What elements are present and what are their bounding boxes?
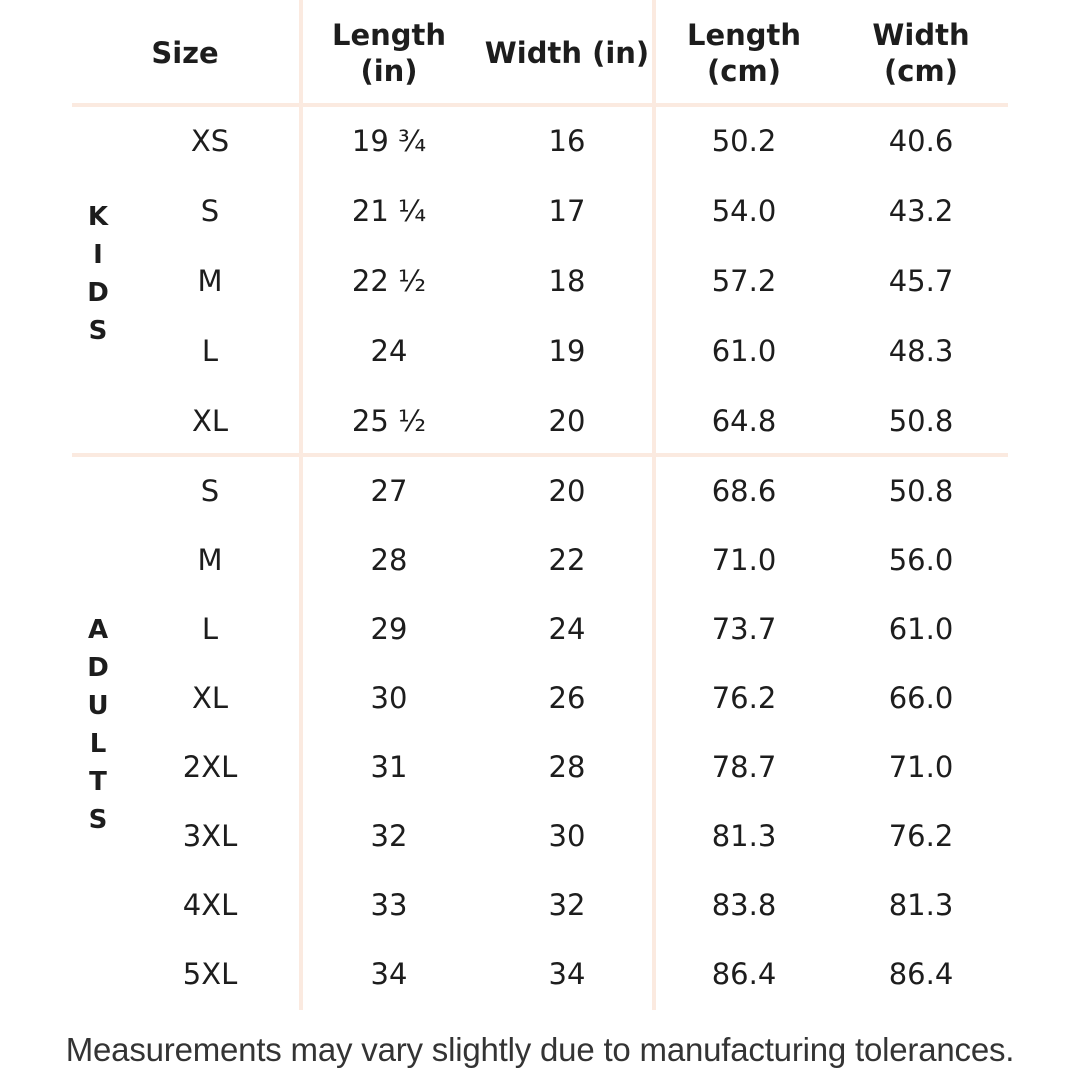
width-in-cell: 20 [548,473,586,508]
size-cell: S [200,473,220,508]
width-in-cell: 20 [548,404,586,438]
size-cell: XL [191,404,229,438]
width-cm-cell: 86.4 [888,956,954,991]
width-cm-cell: 50.8 [888,473,954,508]
length-in-cell: 21 ¼ [351,194,427,228]
table-row [0,246,1010,316]
length-in-cell: 32 [370,818,408,853]
table-row [0,176,1010,246]
header-length-in: Length (in) [331,18,447,88]
size-cell: XL [191,680,229,715]
size-cell: M [197,264,223,298]
length-cm-cell: 83.8 [711,887,777,922]
group-label-adults: ADULTS [83,614,113,843]
length-in-cell: 31 [370,749,408,784]
width-in-cell: 17 [548,194,586,228]
length-cm-cell: 71.0 [711,542,777,577]
length-in-cell: 22 ½ [351,264,427,298]
size-cell: 5XL [182,956,238,991]
group-label-kids: KIDS [83,201,113,354]
width-cm-cell: 50.8 [888,404,954,438]
length-cm-cell: 68.6 [711,473,777,508]
length-cm-cell: 64.8 [711,404,777,438]
width-cm-cell: 43.2 [888,194,954,228]
table-row [0,594,1010,663]
header-width-cm: Width (cm) [872,18,970,88]
width-in-cell: 24 [548,611,586,646]
length-cm-cell: 54.0 [711,194,777,228]
length-in-cell: 34 [370,956,408,991]
size-cell: 4XL [182,887,238,922]
size-cell: L [201,611,219,646]
width-cm-cell: 71.0 [888,749,954,784]
table-row [0,663,1010,732]
width-cm-cell: 76.2 [888,818,954,853]
width-in-cell: 26 [548,680,586,715]
width-cm-cell: 61.0 [888,611,954,646]
table-row [0,525,1010,594]
width-in-cell: 19 [548,334,586,368]
length-in-cell: 29 [370,611,408,646]
table-row [0,456,1010,525]
header-size: Size [151,36,219,70]
width-cm-cell: 56.0 [888,542,954,577]
length-cm-cell: 81.3 [711,818,777,853]
length-in-cell: 30 [370,680,408,715]
length-in-cell: 28 [370,542,408,577]
width-in-cell: 22 [548,542,586,577]
table-row [0,732,1010,801]
length-in-cell: 25 ½ [351,404,427,438]
length-cm-cell: 73.7 [711,611,777,646]
length-in-cell: 27 [370,473,408,508]
size-cell: M [197,542,223,577]
footnote [0,1031,1080,1069]
table-row [0,106,1010,176]
width-cm-cell: 48.3 [888,334,954,368]
footnote-text: Measurements may vary slightly due to manufacturing tolerances. [65,1031,1015,1068]
table-row [0,801,1010,870]
width-in-cell: 16 [548,124,586,158]
length-cm-cell: 61.0 [711,334,777,368]
table-row [0,939,1010,1008]
table-row [0,316,1010,386]
header-spacer [0,0,140,106]
length-cm-cell: 50.2 [711,124,777,158]
header-length-cm: Length (cm) [686,18,802,88]
width-in-cell: 30 [548,818,586,853]
width-in-cell: 34 [548,956,586,991]
table-row [0,386,1010,456]
size-cell: XS [190,124,230,158]
size-cell: S [200,194,220,228]
width-in-cell: 18 [548,264,586,298]
length-in-cell: 24 [370,334,408,368]
size-cell: L [201,334,219,368]
width-cm-cell: 81.3 [888,887,954,922]
length-cm-cell: 86.4 [711,956,777,991]
width-cm-cell: 40.6 [888,124,954,158]
length-cm-cell: 76.2 [711,680,777,715]
width-in-cell: 32 [548,887,586,922]
width-cm-cell: 45.7 [888,264,954,298]
length-cm-cell: 57.2 [711,264,777,298]
length-cm-cell: 78.7 [711,749,777,784]
table-row [0,870,1010,939]
width-in-cell: 28 [548,749,586,784]
header-row [0,0,1010,106]
size-cell: 3XL [182,818,238,853]
length-in-cell: 19 ¾ [351,124,427,158]
length-in-cell: 33 [370,887,408,922]
width-cm-cell: 66.0 [888,680,954,715]
size-cell: 2XL [182,749,238,784]
header-width-in: Width (in) [484,36,650,70]
